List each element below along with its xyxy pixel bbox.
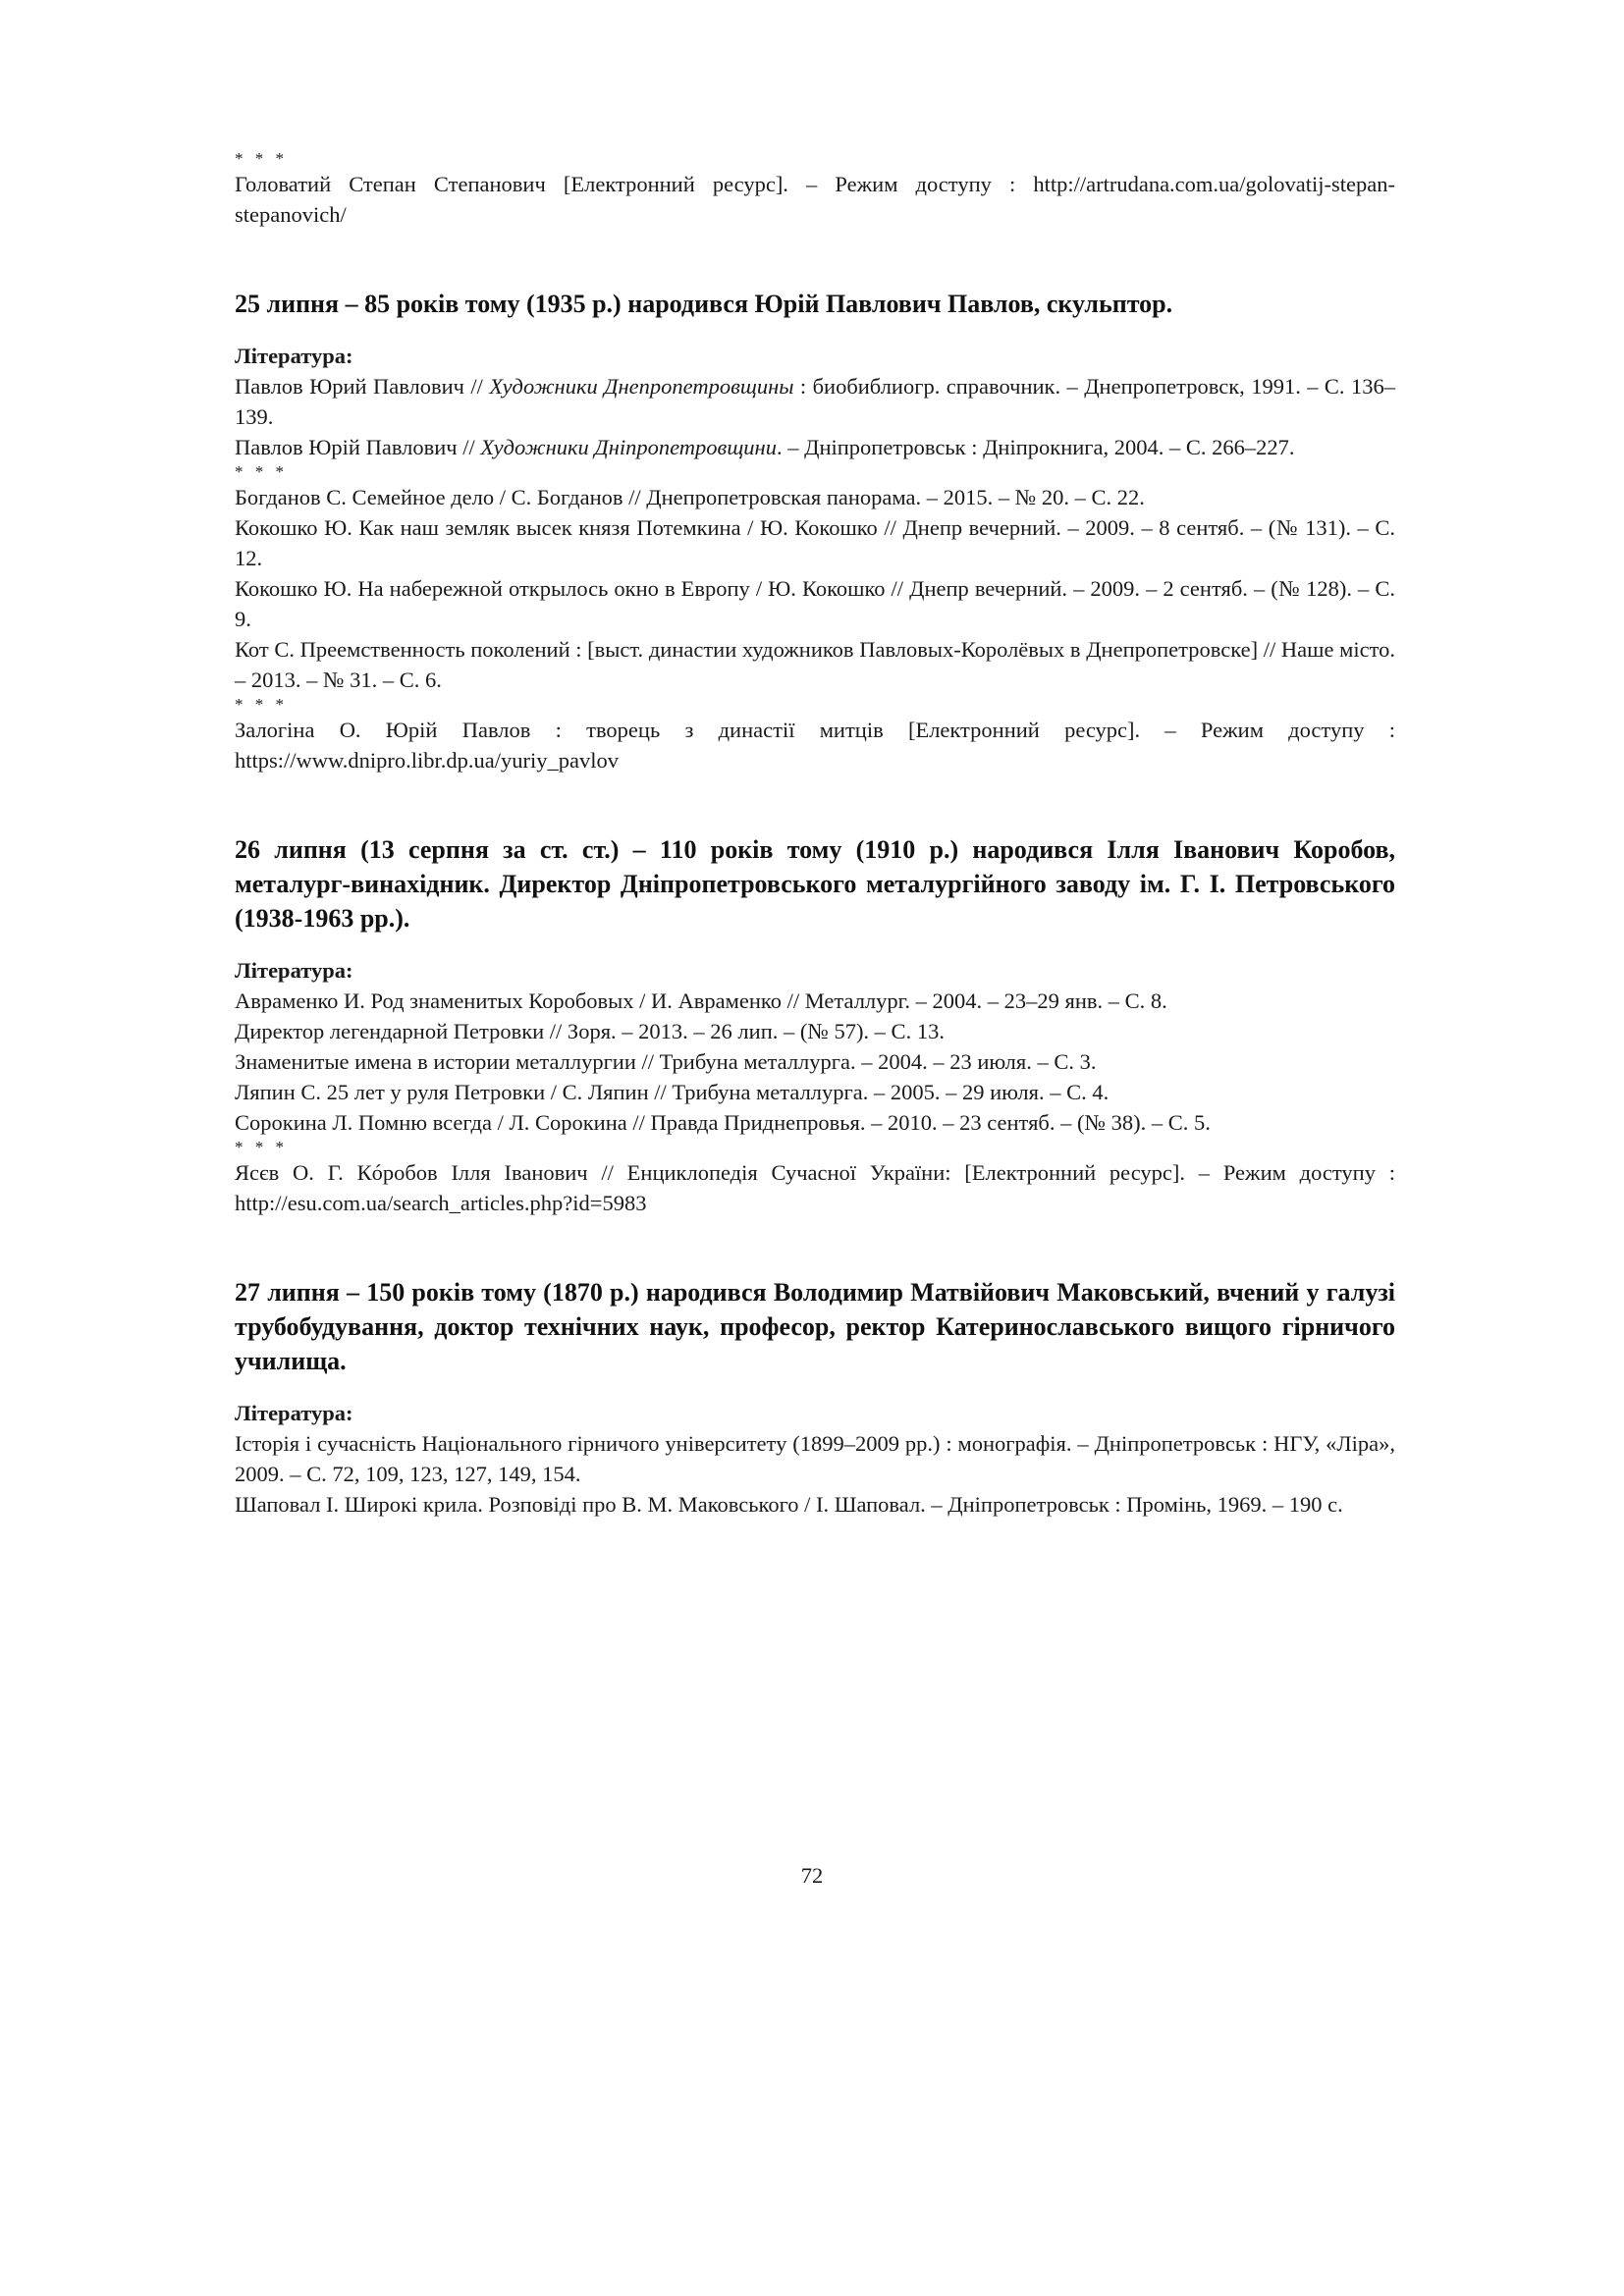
bibliography-entry: Сорокина Л. Помню всегда / Л. Сорокина // Правда Приднепровья. – 2010. – 23 сентяб. – (№ 38). – С. 5. bbox=[235, 1110, 1211, 1135]
spacer bbox=[235, 321, 1395, 341]
bibliography-entry: Шаповал І. Широкі крила. Розповіді про В. М. Маковського / І. Шаповал. – Дніпропетровськ : Промінь, 1969. – 190 с. bbox=[235, 1492, 1343, 1517]
bibliography-entry: Кот С. Преемственность поколений : [выст. династии художников Павловых-Королёвых в Днепропетровске] // Наше місто. – 2013. – № 31. – С. 6. bbox=[235, 637, 1395, 692]
spacer bbox=[235, 775, 1395, 832]
literature-label: Література: bbox=[235, 344, 353, 368]
literature-label: Література: bbox=[235, 958, 353, 983]
page-content bbox=[235, 149, 1395, 1520]
section-heading: 26 липня (13 серпня за ст. ст.) – 110 років тому (1910 р.) народився Ілля Іванович Коробов, металург-винахідник. Директор Дніпропетровського металургійного заводу ім. Г. І. Петровського (1938-1963 рр.). bbox=[235, 835, 1395, 933]
bibliography-entry: Авраменко И. Род знаменитых Коробовых / И. Авраменко // Металлург. – 2004. – 23–29 янв. – С. 8. bbox=[235, 988, 1167, 1013]
bibliography-entry: Ляпин С. 25 лет у руля Петровки / С. Ляпин // Трибуна металлурга. – 2005. – 29 июля. – С. 4. bbox=[235, 1080, 1110, 1104]
spacer bbox=[235, 230, 1395, 287]
separator-stars: * * * bbox=[235, 695, 288, 714]
bibliography-entry: Головатий Степан Степанович [Електронний ресурс]. – Режим доступу : http://artrudana.com.ua/golovatij-stepan-stepanovich/ bbox=[235, 172, 1395, 227]
bibliography-entry: Ясєв О. Г. Кóробов Ілля Іванович // Енциклопедія Сучасної України: [Електронний ресурс]. – Режим доступу : http://esu.com.ua/search_articles.php?id=5983 bbox=[235, 1160, 1395, 1215]
bibliography-entry: Кокошко Ю. Как наш земляк высек князя Потемкина / Ю. Кокошко // Днепр вечерний. – 2009. – 8 сентяб. – (№ 131). – С. 12. bbox=[235, 515, 1395, 570]
spacer bbox=[235, 1378, 1395, 1398]
spacer bbox=[235, 1218, 1395, 1275]
separator-stars: * * * bbox=[235, 1138, 288, 1156]
spacer bbox=[235, 935, 1395, 955]
literature-label: Література: bbox=[235, 1401, 353, 1425]
bibliography-entry: Павлов Юрий Павлович // Художники Днепропетровщины : биобиблиогр. справочник. – Днепропетровск, 1991. – С. 136–139. bbox=[235, 374, 1395, 429]
section-heading: 27 липня – 150 років тому (1870 р.) народився Володимир Матвійович Маковський, вчений у галузі трубобудування, доктор технічних наук, професор, ректор Катеринославського вищого гірничого училища. bbox=[235, 1278, 1395, 1375]
separator-stars: * * * bbox=[235, 462, 288, 481]
bibliography-entry: Павлов Юрій Павлович // Художники Дніпропетровщини. – Дніпропетровськ : Дніпрокнига, 2004. – С. 266–227. bbox=[235, 435, 1295, 459]
section-heading: 25 липня – 85 років тому (1935 р.) народився Юрій Павлович Павлов, скульптор. bbox=[235, 290, 1173, 318]
bibliography-entry: Знаменитые имена в истории металлургии // Трибуна металлурга. – 2004. – 23 июля. – С. 3. bbox=[235, 1049, 1097, 1074]
bibliography-entry: Історія і сучасність Національного гірничого університету (1899–2009 рр.) : монографія. – Дніпропетровськ : НГУ, «Ліра», 2009. – С. 72, 109, 123, 127, 149, 154. bbox=[235, 1431, 1395, 1486]
bibliography-entry: Залогіна О. Юрій Павлов : творець з династії митців [Електронний ресурс]. – Режим доступу : https://www.dnipro.libr.dp.ua/yuriy_pavlov bbox=[235, 718, 1395, 773]
separator-stars: * * * bbox=[235, 149, 288, 168]
bibliography-entry: Директор легендарной Петровки // Зоря. – 2013. – 26 лип. – (№ 57). – С. 13. bbox=[235, 1019, 945, 1043]
bibliography-entry: Кокошко Ю. На набережной открылось окно в Европу / Ю. Кокошко // Днепр вечерний. – 2009. – 2 сентяб. – (№ 128). – С. 9. bbox=[235, 576, 1395, 631]
bibliography-entry: Богданов С. Семейное дело / С. Богданов // Днепропетровская панорама. – 2015. – № 20. – С. 22. bbox=[235, 485, 1145, 509]
page-number: 72 bbox=[800, 1863, 824, 1888]
